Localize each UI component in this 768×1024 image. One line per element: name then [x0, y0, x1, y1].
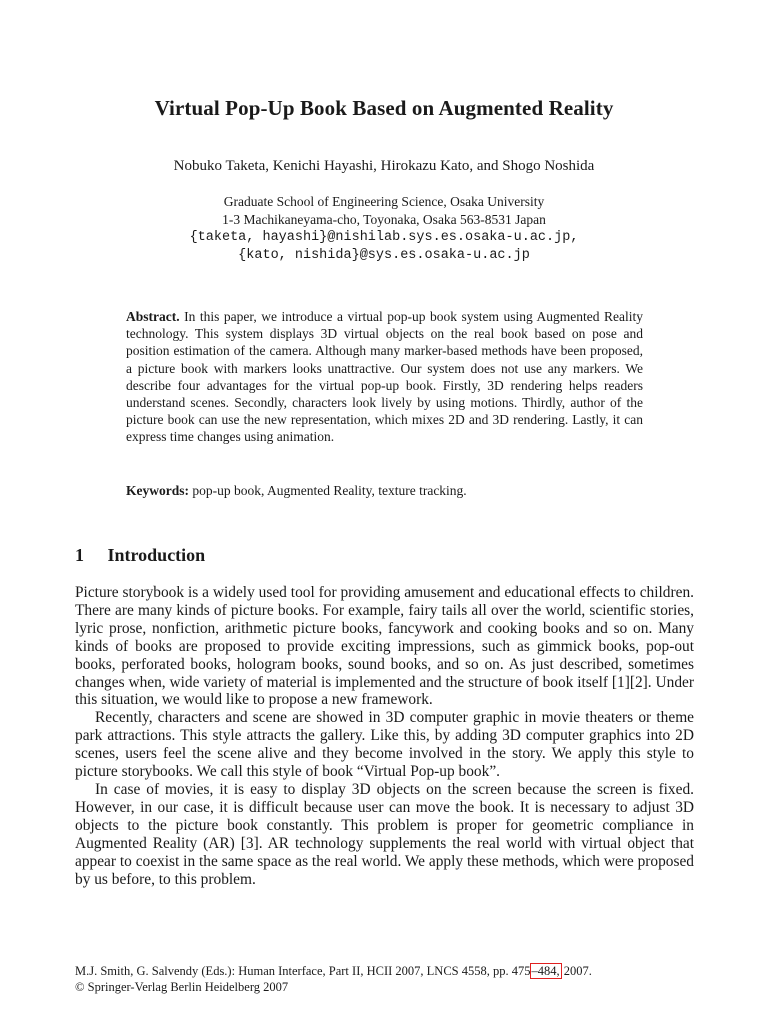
highlighted-page-range: –484, — [531, 964, 560, 978]
section-heading — [75, 545, 205, 566]
affiliation-line-1: Graduate School of Engineering Science, Osaka University — [223, 194, 545, 209]
paragraph: Recently, characters and scene are showed in 3D computer graphic in movie theaters or theme park attractions. This style attracts the gallery. Like this, by adding 3D computer graphics into 2D scenes, users feel the scene alive and they become involved in the story. We apply this style to picture storybooks. We call this style of book “Virtual Pop-up book”. — [75, 709, 694, 781]
affiliation-line-2: 1-3 Machikaneyama-cho, Toyonaka, Osaka 563-8531 Japan — [222, 212, 546, 227]
keywords — [126, 482, 643, 499]
abstract-label: Abstract. — [126, 309, 180, 324]
citation-year: 2007. — [560, 964, 592, 978]
email-line-2: {kato, nishida}@sys.es.osaka-u.ac.jp — [238, 248, 530, 263]
paragraph: In case of movies, it is easy to display 3D objects on the screen because the screen is fixed. However, in our case, it is difficult because user can move the book. It is necessary to adjust 3D objects to the picture book constantly. This problem is proper for geometric compliance in Augmented Reality (AR) [3]. AR technology supplements the real world with virtual object that appear to coexist in the same space as the real world. We apply these methods, which were proposed by us before, to this problem. — [75, 780, 694, 888]
copyright-line: © Springer-Verlag Berlin Heidelberg 2007 — [75, 979, 289, 994]
citation-text: M.J. Smith, G. Salvendy (Eds.): Human Interface, Part II, HCII 2007, LNCS 4558, pp. 475 — [75, 964, 531, 978]
section-title: Introduction — [107, 545, 206, 565]
paragraph: Picture storybook is a widely used tool for providing amusement and educational effects to children. There are many kinds of picture books. For example, fairy tails all over the world, scientific stories, lyric prose, nonfiction, arithmetic picture books, fancywork and cooking books and so on. Many kinds of books are proposed to provide exciting impressions, such as gimmick books, pop-out books, perforated books, hologram books, sound books, and so on. As just described, sometimes changes when, wide variety of material is implemented and the structure of book itself [1][2]. Under this situation, we would like to propose a new framework. — [75, 584, 694, 709]
section-number: 1 — [75, 545, 84, 565]
body-text — [75, 584, 694, 888]
citation-line — [75, 964, 715, 980]
email-line-1: {taketa, hayashi}@nishilab.sys.es.osaka-u.ac.jp, — [189, 230, 579, 245]
author-list: Nobuko Taketa, Kenichi Hayashi, Hirokazu Kato, and Shogo Noshida — [173, 158, 595, 174]
abstract-text: In this paper, we introduce a virtual pop-up book system using Augmented Reality technology. This system displays 3D virtual objects on the real book based on pose and position estimation of the camera. Although many marker-based methods have been proposed, a picture book with markers looks unattractive. Our system does not use any markers. We describe four advantages for the virtual pop-up book. Firstly, 3D rendering helps readers understand scenes. Secondly, characters look lively by using motions. Thirdly, author of the picture book can use the new representation, which mixes 2D and 3D rendering. Lastly, it can express time changes using animation. — [126, 309, 644, 445]
page-footer — [75, 964, 715, 995]
affiliation-block — [0, 193, 768, 265]
keywords-text: pop-up book, Augmented Reality, texture tracking. — [192, 483, 467, 498]
keywords-label: Keywords: — [126, 483, 189, 498]
paper-title: Virtual Pop-Up Book Based on Augmented Reality — [154, 96, 614, 120]
abstract — [126, 308, 643, 446]
